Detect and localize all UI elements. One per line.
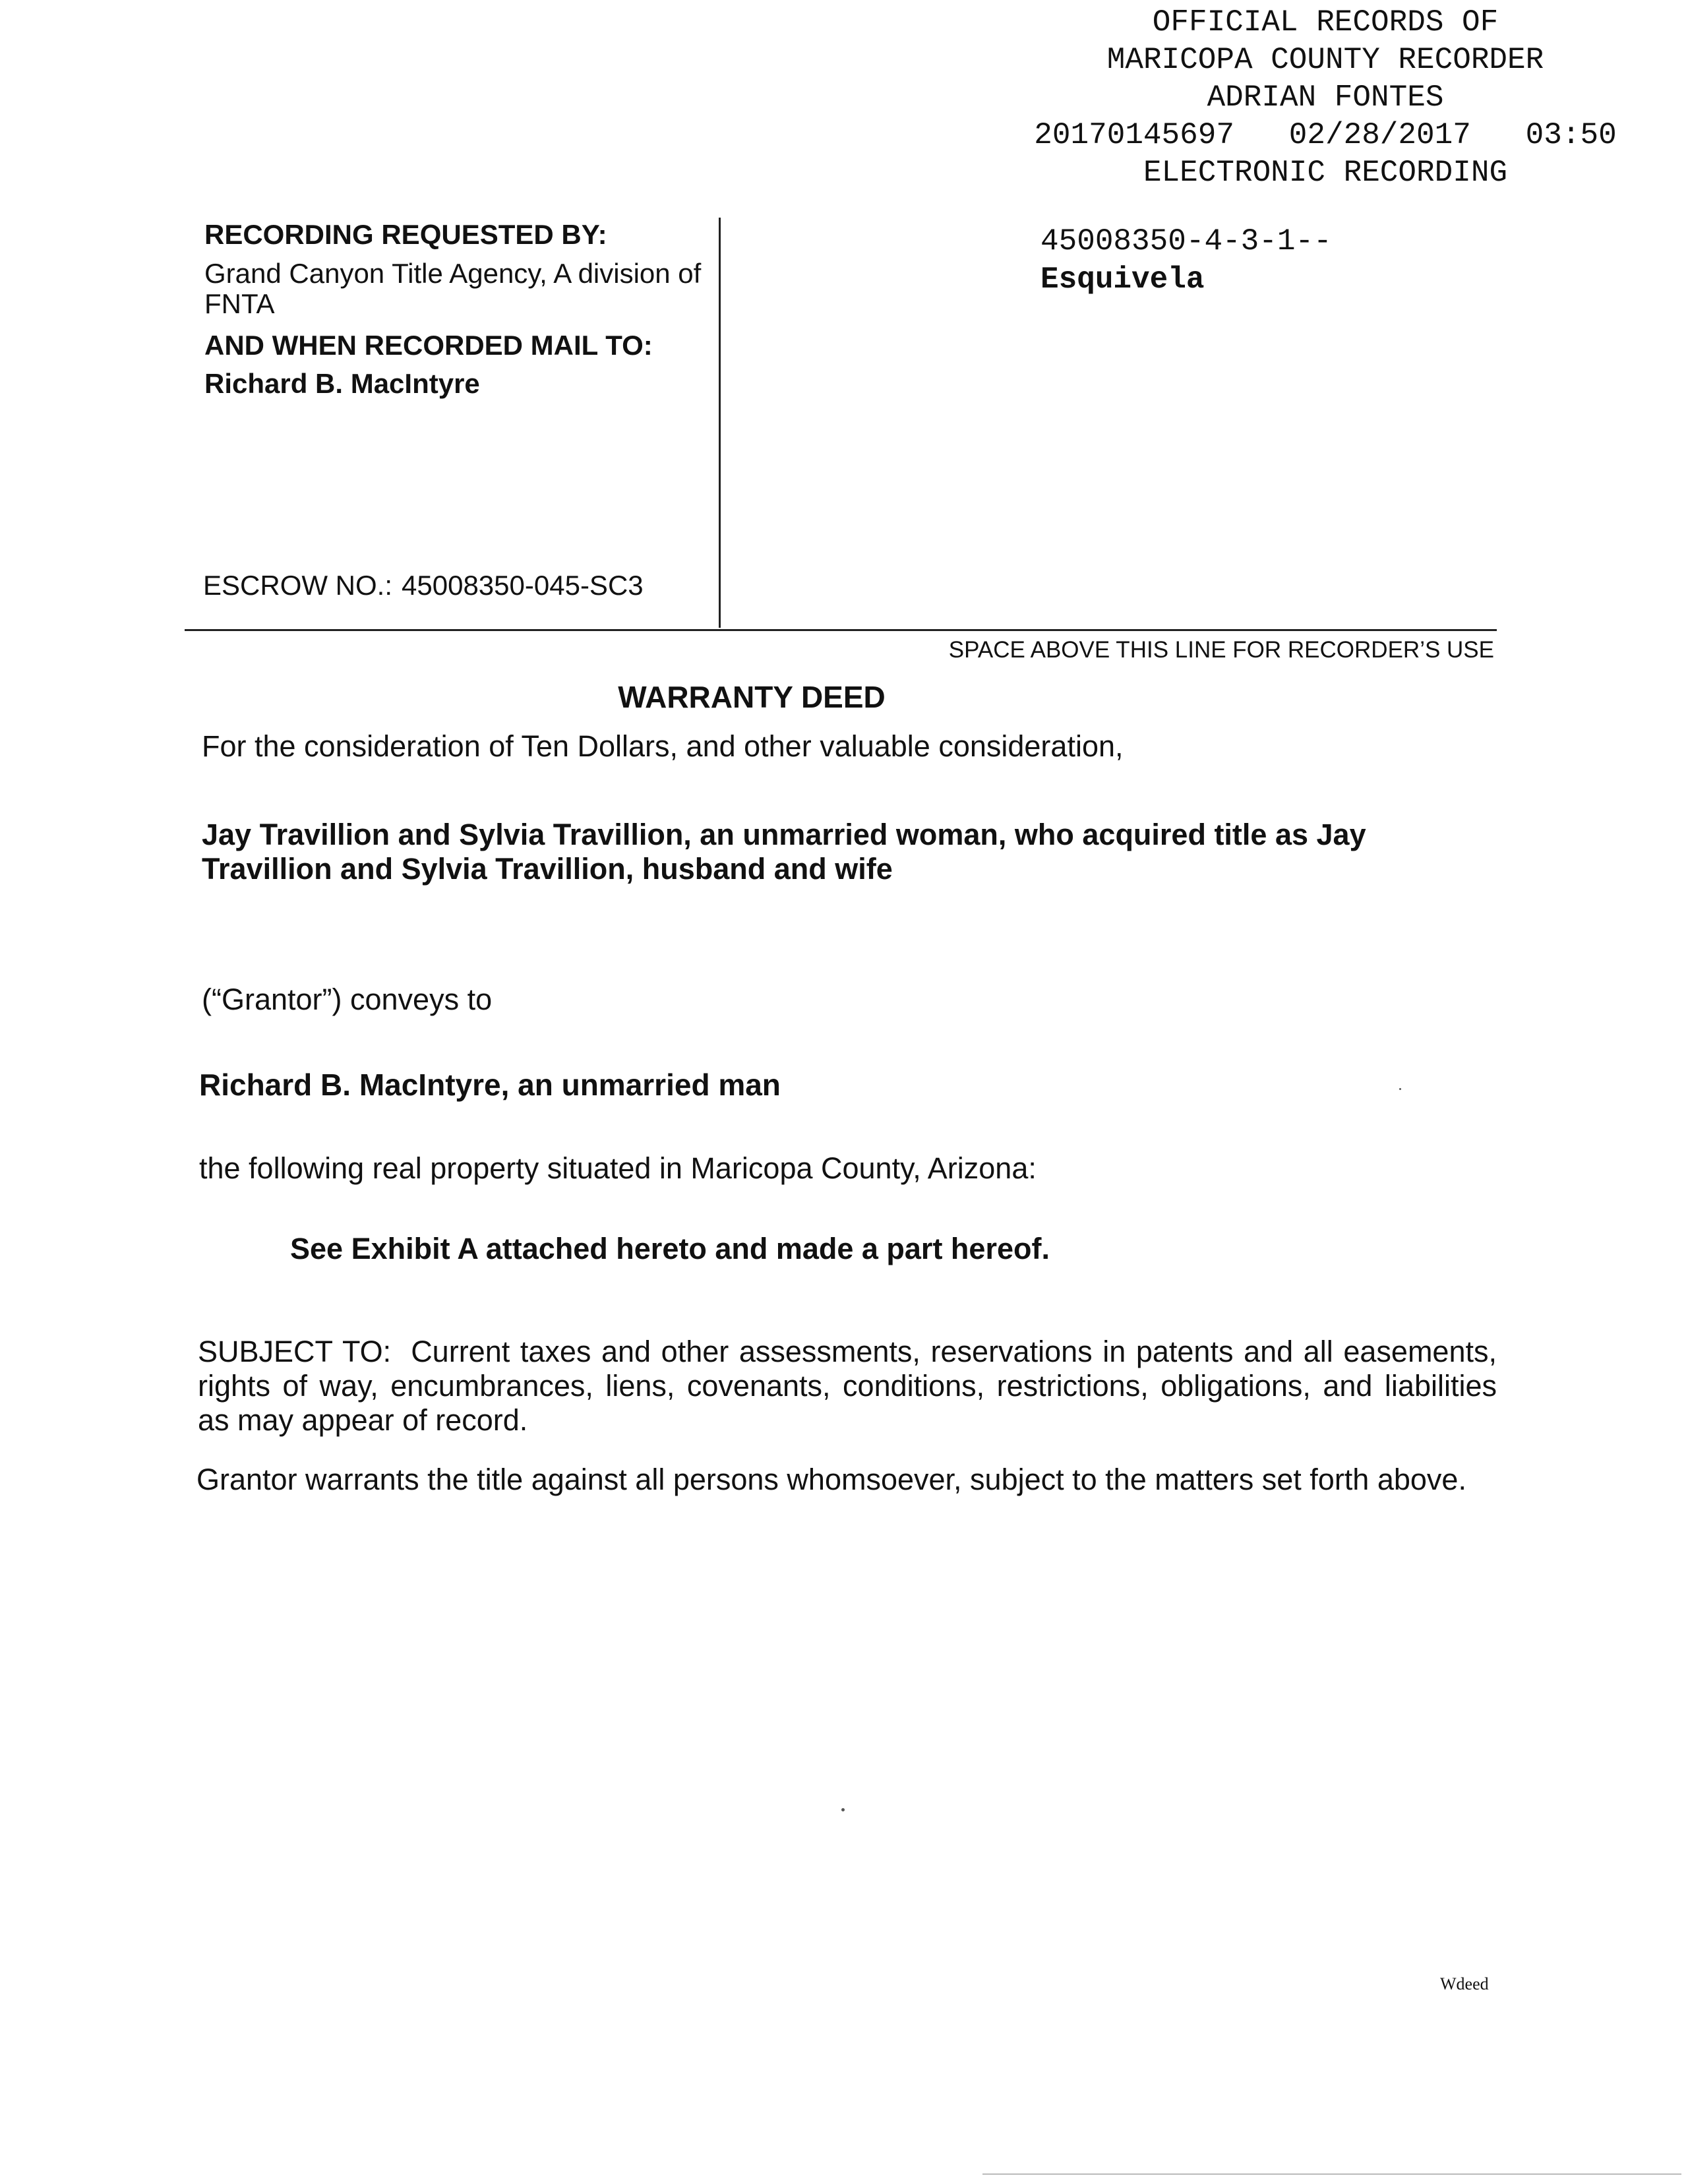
recording-requested-label: RECORDING REQUESTED BY: [204, 219, 607, 250]
stamp-record-line [976, 117, 1675, 154]
escrow-number [203, 570, 653, 601]
document-title: WARRANTY DEED [618, 680, 886, 714]
form-code: Wdeed [1440, 1974, 1489, 1993]
stamp-line-2: MARICOPA COUNTY RECORDER [1106, 43, 1544, 77]
stamp-line-5: ELECTRONIC RECORDING [1143, 156, 1508, 190]
reference-number: 45008350-4-3-1-- [1040, 224, 1332, 258]
stamp-date: 02/28/2017 [1288, 118, 1471, 152]
mail-to-value: Richard B. MacIntyre [204, 368, 480, 399]
stamp-line-3: ADRIAN FONTES [1207, 80, 1444, 115]
grantee-name: Richard B. MacIntyre, an unmarried man [199, 1068, 781, 1102]
stamp-line-1: OFFICIAL RECORDS OF [1152, 5, 1499, 40]
exhibit-reference: See Exhibit A attached hereto and made a part hereof. [290, 1232, 1050, 1265]
recorder-stamp [976, 4, 1675, 192]
consideration-clause: For the consideration of Ten Dollars, and other valuable consideration, [202, 729, 1124, 763]
recorder-use-note: SPACE ABOVE THIS LINE FOR RECORDER’S USE [948, 637, 1494, 663]
scan-speck [1399, 1088, 1401, 1090]
conveys-clause: (“Grantor”) conveys to [202, 983, 493, 1016]
warranty-clause: Grantor warrants the title against all persons whomsoever, subject to the matters set forth above. [196, 1463, 1466, 1496]
stamp-document-number: 20170145697 [1034, 118, 1234, 152]
escrow-value: 45008350-045-SC3 [402, 570, 644, 601]
property-intro: the following real property situated in Maricopa County, Arizona: [199, 1151, 1037, 1185]
recording-requested-value: Grand Canyon Title Agency, A division of FNTA [204, 258, 702, 319]
escrow-label: ESCROW NO.: [203, 570, 393, 601]
block-divider-vertical [719, 218, 721, 628]
subject-to-clause [198, 1335, 1497, 1438]
grantor-names: Jay Travillion and Sylvia Travillion, an unmarried woman, who acquired title as Jay Travillion and Sylvia Travillion, husband and wife [202, 818, 1366, 886]
stamp-time: 03:50 [1525, 118, 1617, 152]
scan-edge-line [982, 2173, 1681, 2175]
recorder-space-line [185, 629, 1497, 631]
mail-to-label: AND WHEN RECORDED MAIL TO: [204, 330, 653, 361]
scan-speck [841, 1808, 845, 1811]
subject-to-text: Current taxes and other assessments, reservations in patents and all easements, rights of way, encumbrances, liens, covenants, conditions, restrictions, obligations, and liabilities as may appear of record. [198, 1335, 1497, 1437]
subject-to-label: SUBJECT TO: [198, 1335, 392, 1368]
reference-name: Esquivela [1040, 262, 1205, 297]
